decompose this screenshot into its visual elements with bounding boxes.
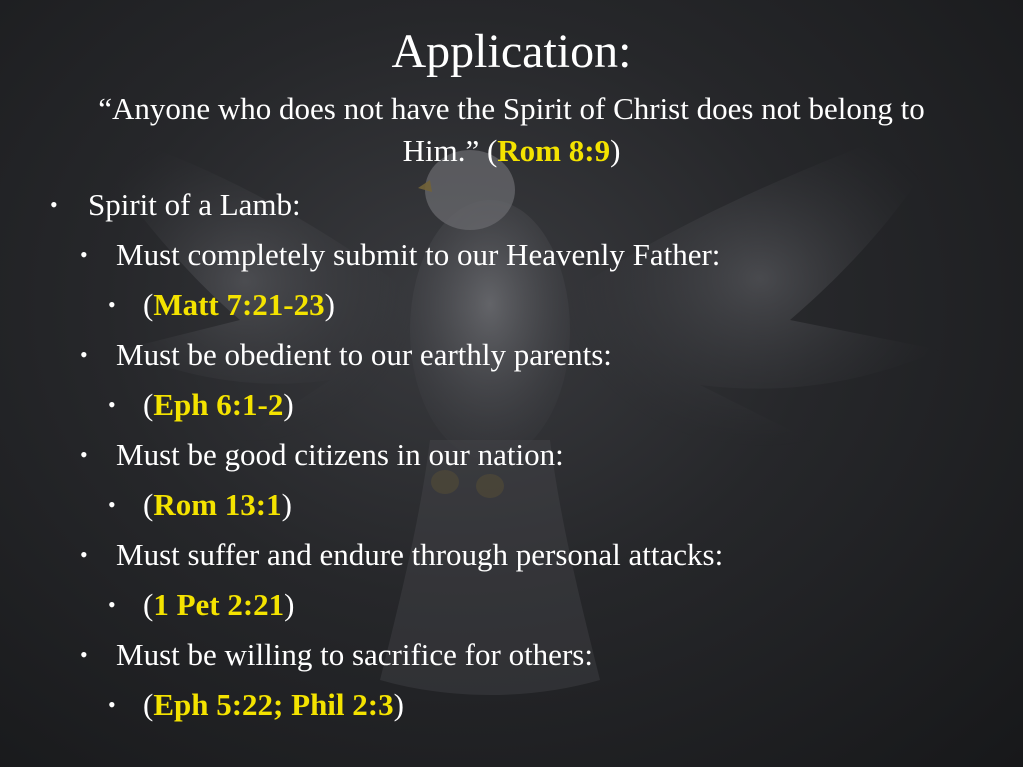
scripture-reference-line (143, 480, 292, 530)
list-item (0, 530, 1023, 580)
bullet-text: Must be good citizens in our nation: (116, 437, 564, 472)
bullet-text: Must be obedient to our earthly parents: (116, 337, 612, 372)
paren-close: ) (283, 387, 294, 422)
scripture-reference: Eph 5:22; Phil 2:3 (153, 687, 394, 722)
paren-open: ( (143, 487, 154, 522)
paren-close: ) (324, 287, 335, 322)
scripture-reference: Rom 13:1 (153, 487, 282, 522)
bullet-icon: • (80, 642, 88, 667)
scripture-reference-line (143, 680, 404, 730)
bullet-text: Must suffer and endure through personal attacks: (116, 537, 724, 572)
paren-close: ) (393, 687, 404, 722)
paren-close: ) (284, 587, 295, 622)
scripture-reference: Matt 7:21-23 (153, 287, 325, 322)
paren-open: ( (143, 387, 154, 422)
list-item (0, 630, 1023, 680)
bullet-list (0, 180, 1023, 730)
paren-open: ( (143, 287, 154, 322)
paren-open: ( (143, 687, 154, 722)
scripture-reference-line (143, 380, 294, 430)
paren-open: ( (143, 587, 154, 622)
quote-text: “Anyone who does not have the Spirit of Christ does not belong to Him.” ( (98, 91, 925, 168)
quote-reference: Rom 8:9 (497, 133, 611, 168)
slide-subtitle-quote (60, 88, 963, 172)
list-item (0, 680, 1023, 730)
list-item (0, 380, 1023, 430)
bullet-icon: • (108, 592, 116, 617)
list-item (0, 180, 1023, 230)
list-item (0, 580, 1023, 630)
scripture-reference: Eph 6:1-2 (153, 387, 284, 422)
bullet-text: Must completely submit to our Heavenly Father: (116, 237, 721, 272)
list-item (0, 430, 1023, 480)
bullet-icon: • (80, 442, 88, 467)
bullet-icon: • (50, 192, 58, 217)
paren-close: ) (281, 487, 292, 522)
bullet-text: Spirit of a Lamb: (88, 187, 301, 222)
quote-close: ) (610, 133, 621, 168)
bullet-icon: • (108, 692, 116, 717)
scripture-reference-line (143, 280, 335, 330)
slide-title: Application: (391, 25, 632, 78)
bullet-icon: • (80, 342, 88, 367)
bullet-icon: • (108, 492, 116, 517)
bullet-icon: • (108, 392, 116, 417)
bullet-text: Must be willing to sacrifice for others: (116, 637, 593, 672)
list-item (0, 330, 1023, 380)
bullet-icon: • (108, 292, 116, 317)
scripture-reference-line (143, 580, 295, 630)
bullet-icon: • (80, 542, 88, 567)
list-item (0, 230, 1023, 280)
list-item (0, 480, 1023, 530)
list-item (0, 280, 1023, 330)
scripture-reference: 1 Pet 2:21 (153, 587, 285, 622)
bullet-icon: • (80, 242, 88, 267)
